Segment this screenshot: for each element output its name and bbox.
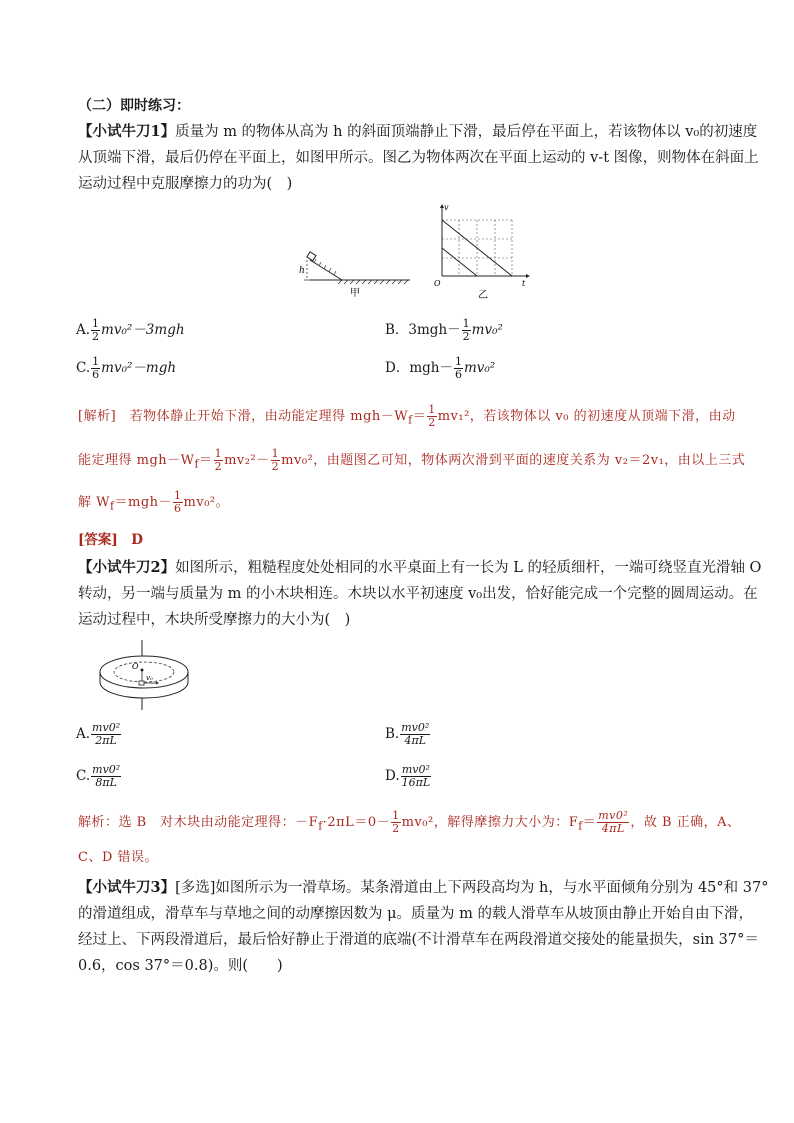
- q2-option-c-prefix: C.: [76, 768, 91, 784]
- q2-analysis-1g: ，故 B 正确，A、: [630, 815, 741, 830]
- q1-analysis-2-den2: 2: [271, 460, 280, 473]
- q1-fig-v-label: v: [444, 203, 449, 212]
- q1-analysis-2-num1: 1: [214, 447, 223, 460]
- q1-option-a: [76, 318, 185, 343]
- q2-option-d-num: mv0²: [401, 763, 430, 776]
- q1-option-a-prefix: A.: [76, 322, 91, 338]
- q1-option-a-den: 2: [92, 330, 100, 343]
- q1-analysis-2e: mv₀²，由题图乙可知，物体两次滑到平面的速度关系为 v₂＝2v₁，由以上三式: [281, 453, 746, 468]
- q1-line-2: 从顶端下滑，最后仍停在平面上，如图甲所示。图乙为物体两次在平面上运动的 v-t 图像，则物体在斜面上: [78, 150, 759, 166]
- q3-line-2: 的滑道组成，滑草车与草地之间的动摩擦因数为 μ。质量为 m 的载人滑草车从坡顶由静止开始自由下滑，: [78, 906, 753, 922]
- q1-analysis-line-1: [78, 404, 736, 433]
- q1-option-c: [76, 356, 176, 381]
- q2-fig-v-label: v₀: [146, 674, 153, 682]
- q2-analysis-1-den: 2: [392, 822, 400, 835]
- q2-analysis-1d: mv₀²，解得摩擦力大小为：F: [401, 815, 579, 830]
- q1-figure-vt-graph: [432, 202, 532, 300]
- q1-option-c-den: 6: [92, 368, 100, 381]
- q2-option-d-prefix: D.: [385, 768, 400, 784]
- q2-analysis-1-num2: mv0²: [598, 809, 629, 822]
- q2-text-1: 如图所示，粗糙程度处处相同的水平桌面上有一长为 L 的轻质细杆，一端可绕竖直光滑轴 O: [175, 560, 762, 576]
- q1-option-c-rest: mv₀²－mgh: [101, 360, 177, 376]
- q1-option-d-num: 1: [454, 355, 462, 368]
- q1-analysis-3c: ＝mgh－: [114, 495, 173, 510]
- q1-option-c-prefix: C.: [76, 360, 91, 376]
- q1-option-d-prefix: D．mgh－: [385, 360, 453, 376]
- q2-analysis-1f: ＝: [582, 815, 597, 830]
- q1-figure-incline: [292, 220, 422, 300]
- q2-analysis-1-num: 1: [392, 809, 400, 822]
- q1-analysis-1-num: 1: [428, 403, 436, 416]
- q2-analysis-1e: f: [578, 819, 583, 833]
- q1-option-c-num: 1: [92, 355, 100, 368]
- q1-option-b-prefix: B．3mgh－: [385, 322, 461, 338]
- q3-line-1: [78, 878, 768, 898]
- q1-line-3: 运动过程中克服摩擦力的功为( ): [78, 176, 293, 192]
- q2-option-c-den: 8πL: [95, 776, 117, 789]
- q2-analysis-line-2: C、D 错误。: [78, 850, 159, 865]
- q2-option-d-den: 16πL: [401, 776, 431, 789]
- q1-text-1: 质量为 m 的物体从高为 h 的斜面顶端静止下滑，最后停在平面上，若该物体以 v₀的初速度: [175, 124, 758, 140]
- q2-option-b-den: 4πL: [404, 734, 427, 747]
- q2-option-b-num: mv0²: [401, 721, 430, 734]
- q2-option-c-num: mv0²: [92, 763, 121, 776]
- q2-option-b: [385, 722, 431, 747]
- q2-option-a: [76, 722, 122, 747]
- q1-analysis-1a: [解析] 若物体静止开始下滑，由动能定理得 mgh－W: [78, 409, 409, 424]
- q1-option-b: [385, 318, 503, 343]
- q2-option-a-den: 2πL: [95, 734, 117, 747]
- q1-analysis-1c: ＝: [412, 409, 427, 424]
- q1-tag: 【小试牛刀1】: [78, 123, 176, 140]
- q1-option-a-rest: mv₀²－3mgh: [101, 322, 185, 338]
- q1-analysis-2d: mv₂²－: [224, 453, 270, 468]
- q1-analysis-2-den1: 2: [214, 460, 223, 473]
- q2-option-c: [76, 764, 122, 789]
- q3-text-1: [多选]如图所示为一滑草场。某条滑道由上下两段高均为 h，与水平面倾角分别为 45°和 37°: [175, 880, 769, 896]
- q1-analysis-1d: mv₁²，若该物体以 v₀ 的初速度从顶端下滑，由动: [437, 409, 736, 424]
- q1-analysis-2c: ＝: [199, 453, 213, 468]
- q1-option-d-den: 6: [454, 368, 462, 381]
- q2-option-d: [385, 764, 432, 789]
- q2-line-2: 转动，另一端与质量为 m 的小木块相连。木块以水平初速度 v₀出发，恰好能完成一个完整的圆周运动。在: [78, 586, 758, 602]
- q1-line-1: [78, 122, 757, 142]
- q1-fig-jia-label: 甲: [350, 288, 360, 299]
- q1-analysis-3b: f: [110, 499, 115, 513]
- q1-option-d: [385, 356, 495, 381]
- q2-line-3: 运动过程中，木块所受摩擦力的大小为( ): [78, 612, 351, 628]
- q2-analysis-1-den2: 4πL: [601, 822, 625, 835]
- q1-option-b-den: 2: [462, 330, 470, 343]
- q2-line-1: [78, 558, 761, 578]
- q1-analysis-1b: f: [408, 413, 413, 427]
- q2-figure-disk: [94, 638, 198, 712]
- q3-line-3: 经过上、下两段滑道后，最后恰好静止于滑道的底端(不计滑草车在两段滑道交接处的能量损失，sin 37°＝: [78, 932, 759, 948]
- q1-analysis-3a: 解 W: [78, 495, 110, 510]
- q2-option-a-prefix: A.: [76, 726, 91, 742]
- q1-analysis-2a: 能定理得 mgh－W: [78, 453, 195, 468]
- q1-answer: [答案] D: [78, 532, 143, 548]
- q2-fig-o-label: O: [132, 662, 139, 671]
- q1-analysis-3d: mv₀²。: [183, 495, 230, 510]
- q1-option-d-rest: mv₀²: [463, 360, 496, 376]
- q1-analysis-line-3: [78, 490, 229, 519]
- q1-fig-yi-label: 乙: [478, 290, 488, 300]
- q3-line-4: 0.6，cos 37°＝0.8)。则( ): [78, 958, 283, 974]
- q2-analysis-1b: f: [318, 819, 323, 833]
- q2-analysis-line-1: [78, 810, 741, 840]
- q2-tag: 【小试牛刀2】: [78, 559, 176, 576]
- q2-option-a-num: mv0²: [92, 721, 121, 734]
- q1-option-a-num: 1: [92, 317, 100, 330]
- q2-analysis-1c: ·2πL＝0－: [322, 815, 391, 830]
- q1-analysis-3-den: 6: [174, 502, 182, 515]
- q1-analysis-1-den: 2: [428, 416, 436, 429]
- q1-option-b-rest: mv₀²: [471, 322, 503, 338]
- q2-option-b-prefix: B.: [385, 726, 400, 742]
- q1-option-b-num: 1: [462, 317, 470, 330]
- q1-analysis-2-num2: 1: [271, 447, 280, 460]
- q1-fig-t-label: t: [522, 279, 526, 288]
- q1-analysis-3-num: 1: [174, 489, 182, 502]
- q1-analysis-2b: f: [194, 457, 200, 471]
- q3-tag: 【小试牛刀3】: [78, 879, 176, 896]
- q1-analysis-line-2: [78, 448, 745, 477]
- q2-analysis-1a: 解析：选 B 对木块由动能定理得：－F: [78, 815, 319, 830]
- q1-fig-o-label: O: [434, 279, 441, 288]
- section-title: （二）即时练习：: [78, 98, 190, 114]
- q1-fig-h-label: h: [299, 266, 305, 276]
